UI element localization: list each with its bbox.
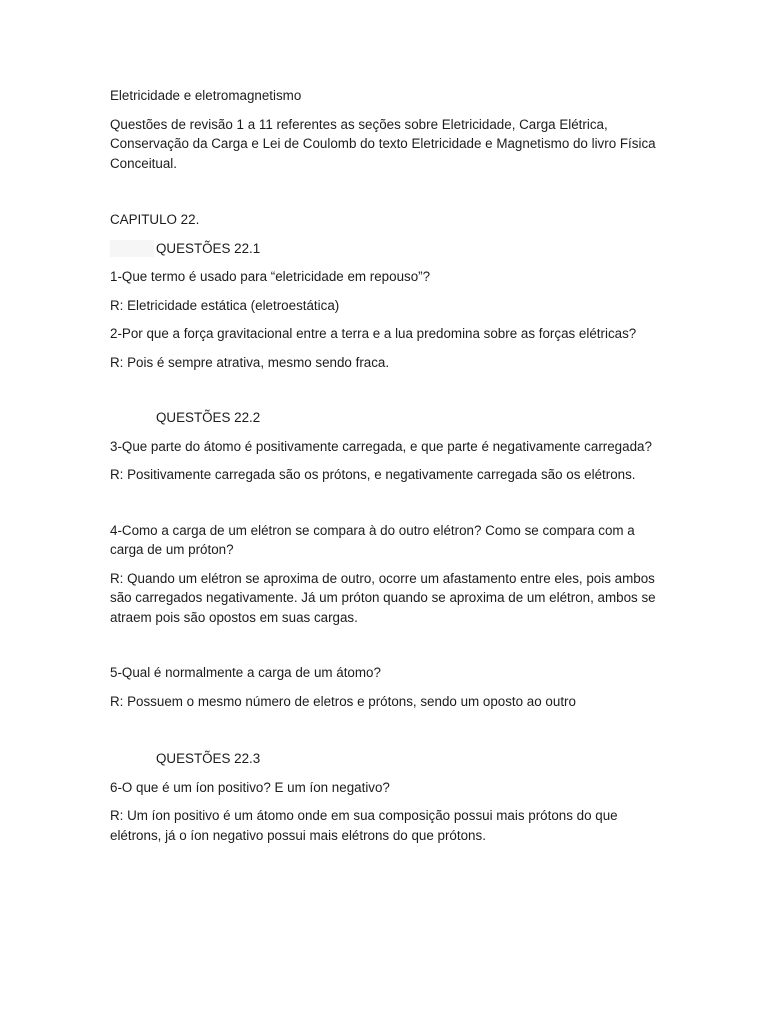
document-page: [110, 86, 670, 854]
answer-6: R: Um íon positivo é um átomo onde em sua composição possui mais prótons do que elétrons, já o íon negativo possui mais elétrons do que prótons.: [110, 808, 618, 843]
section-heading-22-1: QUESTÕES 22.1: [110, 239, 670, 259]
answer-3: R: Positivamente carregada são os prótons, e negativamente carregada são os elétrons.: [110, 467, 636, 482]
question-6: 6-O que é um íon positivo? E um íon negativo?: [110, 779, 390, 795]
question-2: 2-Por que a força gravitacional entre a terra e a lua predomina sobre as forças elétricas?: [110, 326, 637, 341]
answer-1: R: Eletricidade estática (eletroestática): [110, 297, 340, 313]
question-4: 4-Como a carga de um elétron se compara à do outro elétron? Como se compara com a carga de um próton?: [110, 522, 635, 557]
chapter-heading: CAPITULO 22.: [110, 212, 200, 227]
question-3: 3-Que parte do átomo é positivamente carregada, e que parte é negativamente carregada?: [110, 438, 652, 454]
intro-paragraph: Questões de revisão 1 a 11 referentes as seções sobre Eletricidade, Carga Elétrica, Conservação da Carga e Lei de Coulomb do texto Eletricidade e Magnetismo do livro Física Conceitual.: [110, 116, 656, 171]
answer-2: R: Pois é sempre atrativa, mesmo sendo fraca.: [110, 354, 390, 370]
question-5: 5-Qual é normalmente a carga de um átomo?: [110, 665, 381, 680]
answer-4: R: Quando um elétron se aproxima de outro, ocorre um afastamento entre eles, pois ambos são carregados negativamente. Já um próton quando se aproxima de um elétron, ambos se atraem pois são opostos em suas cargas.: [110, 570, 656, 625]
section-heading-22-2: QUESTÕES 22.2: [156, 410, 261, 425]
question-1: 1-Que termo é usado para “eletricidade em repouso”?: [110, 269, 431, 284]
answer-5: R: Possuem o mesmo número de eletros e prótons, sendo um oposto ao outro: [110, 693, 576, 709]
section-heading-22-3: QUESTÕES 22.3: [156, 751, 261, 766]
document-title: Eletricidade e eletromagnetismo: [110, 88, 302, 103]
